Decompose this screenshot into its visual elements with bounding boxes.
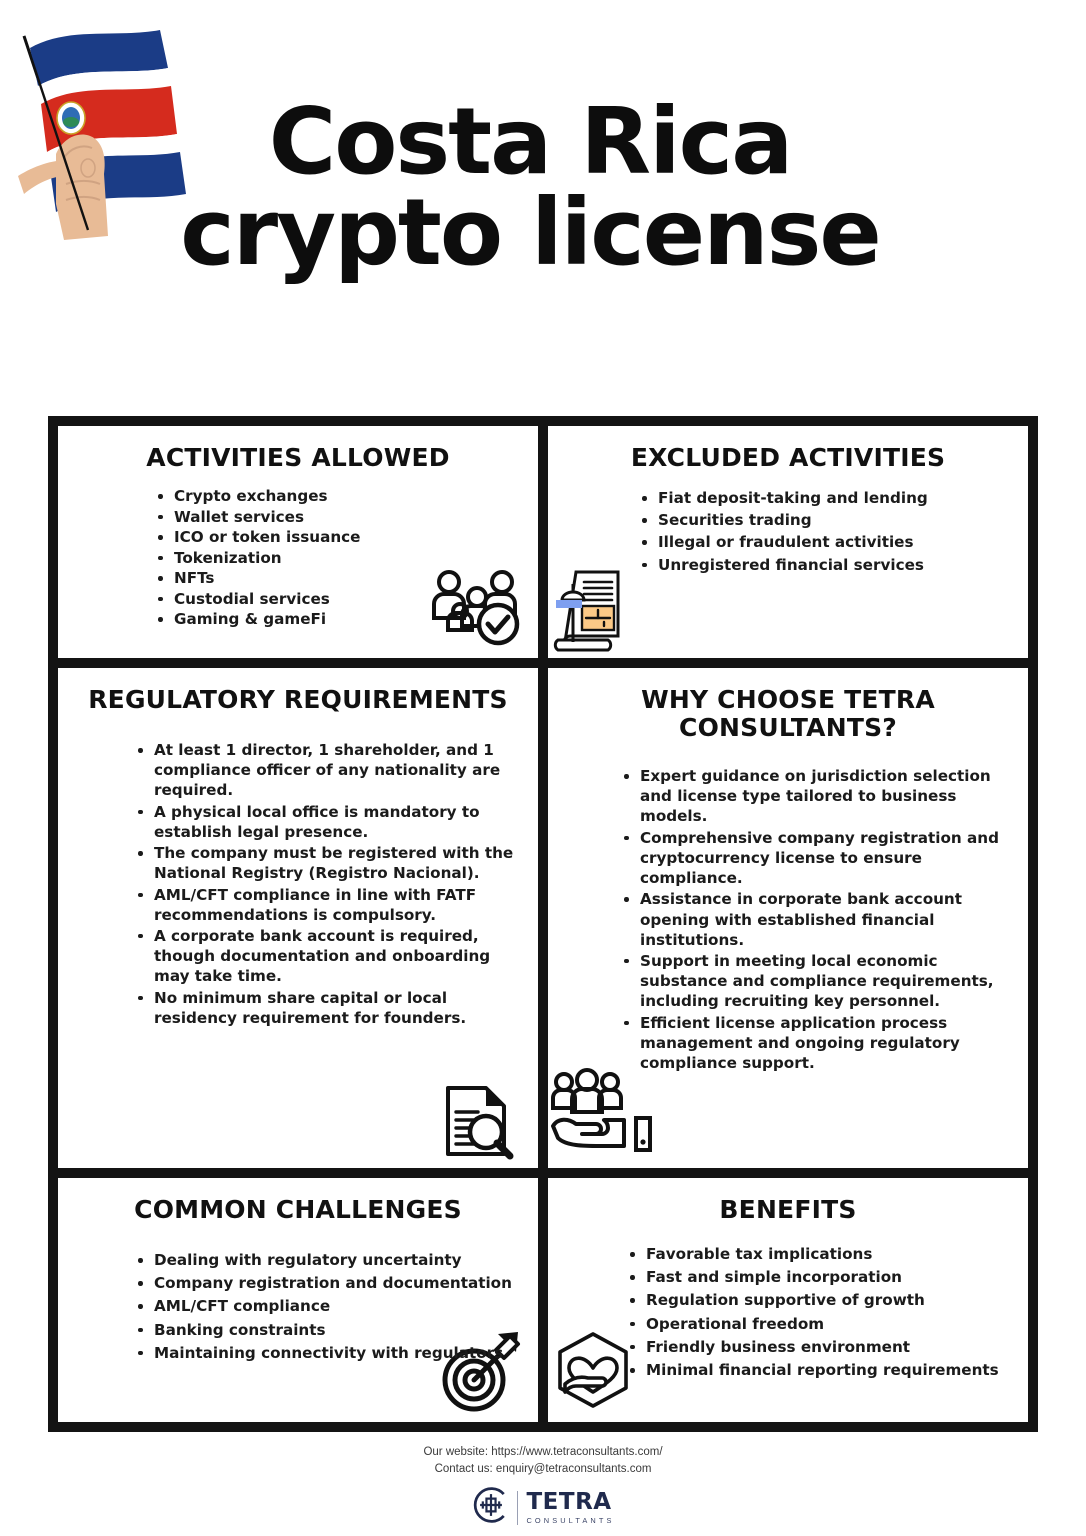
card-title: COMMON CHALLENGES <box>134 1195 462 1224</box>
card-why-choose-tetra <box>548 668 1028 1168</box>
list-item: Fiat deposit-taking and lending <box>636 488 1012 508</box>
activities-allowed-list <box>152 486 522 630</box>
list-item: ICO or token issuance <box>152 527 522 548</box>
card-title: EXCLUDED ACTIVITIES <box>630 443 946 472</box>
list-item: Custodial services <box>152 589 522 610</box>
card-common-challenges <box>58 1178 538 1422</box>
list-item: Assistance in corporate bank account opening with established financial institutions. <box>618 889 1006 950</box>
header <box>0 0 1086 330</box>
why-choose-list <box>618 766 1012 1073</box>
regulatory-requirements-list <box>132 740 522 1028</box>
list-item: At least 1 director, 1 shareholder, and 1 compliance officer of any nationality are required. <box>132 740 514 801</box>
list-item: Minimal financial reporting requirements <box>624 1360 1012 1380</box>
list-item: Dealing with regulatory uncertainty <box>132 1250 522 1270</box>
excluded-activities-list <box>636 488 1012 575</box>
list-item: AML/CFT compliance <box>132 1296 522 1316</box>
list-item: Support in meeting local economic substance and compliance requirements, including recruiting key personnel. <box>618 951 1006 1012</box>
list-item: Comprehensive company registration and cryptocurrency license to ensure compliance. <box>618 828 1006 889</box>
list-item: Maintaining connectivity with regulators <box>132 1343 522 1363</box>
list-item: Company registration and documentation <box>132 1273 522 1293</box>
list-item: AML/CFT compliance in line with FATF recommendations is compulsory. <box>132 885 514 925</box>
list-item: NFTs <box>152 568 522 589</box>
list-item: A physical local office is mandatory to establish legal presence. <box>132 802 514 842</box>
list-item: Wallet services <box>152 507 522 528</box>
logo-wordmark: TETRA <box>526 1488 612 1515</box>
tetra-consultants-logo <box>0 1485 1086 1530</box>
document-desk-lamp-icon <box>550 566 628 652</box>
list-item: Friendly business environment <box>624 1337 1012 1357</box>
hand-holding-heart-icon <box>552 1330 634 1410</box>
tetra-consultants-circle-cross-logo-icon <box>471 1485 511 1530</box>
list-item: Crypto exchanges <box>152 486 522 507</box>
footer-website[interactable]: Our website: https://www.tetraconsultants.com/ <box>423 1446 663 1458</box>
logo-tagline: CONSULTANTS <box>526 1515 615 1525</box>
page-title: Costa Rica crypto license <box>180 88 880 287</box>
footer <box>0 1444 1086 1530</box>
common-challenges-list <box>132 1250 522 1363</box>
list-item: Securities trading <box>636 510 1012 530</box>
card-title: WHY CHOOSE TETRA CONSULTANTS? <box>641 685 935 742</box>
footer-contact[interactable]: Contact us: enquiry@tetraconsultants.com <box>434 1462 652 1475</box>
list-item: Regulation supportive of growth <box>624 1290 1012 1310</box>
benefits-list <box>624 1244 1012 1380</box>
card-title: ACTIVITIES ALLOWED <box>146 443 450 472</box>
list-item: A corporate bank account is required, though documentation and onboarding may take time. <box>132 926 514 987</box>
card-title: BENEFITS <box>719 1195 857 1224</box>
card-regulatory-requirements <box>58 668 538 1168</box>
card-excluded-activities <box>548 426 1028 658</box>
card-title: REGULATORY REQUIREMENTS <box>88 685 508 714</box>
list-item: Unregistered financial services <box>636 555 1012 575</box>
list-item: Operational freedom <box>624 1314 1012 1334</box>
list-item: Efficient license application process management and ongoing regulatory compliance support. <box>618 1013 1006 1074</box>
list-item: Illegal or fraudulent activities <box>636 532 1012 552</box>
cards-grid <box>48 416 1038 1432</box>
list-item: The company must be registered with the National Registry (Registro Nacional). <box>132 843 514 883</box>
list-item: Gaming & gameFi <box>152 609 522 630</box>
hand-holding-people-icon <box>550 1068 656 1160</box>
document-search-icon <box>440 1082 516 1160</box>
card-benefits <box>548 1178 1028 1422</box>
card-activities-allowed <box>58 426 538 658</box>
list-item: Favorable tax implications <box>624 1244 1012 1264</box>
list-item: No minimum share capital or local residency requirement for founders. <box>132 988 514 1028</box>
list-item: Expert guidance on jurisdiction selection and license type tailored to business models. <box>618 766 1006 827</box>
list-item: Banking constraints <box>132 1320 522 1340</box>
list-item: Tokenization <box>152 548 522 569</box>
list-item: Fast and simple incorporation <box>624 1267 1012 1287</box>
